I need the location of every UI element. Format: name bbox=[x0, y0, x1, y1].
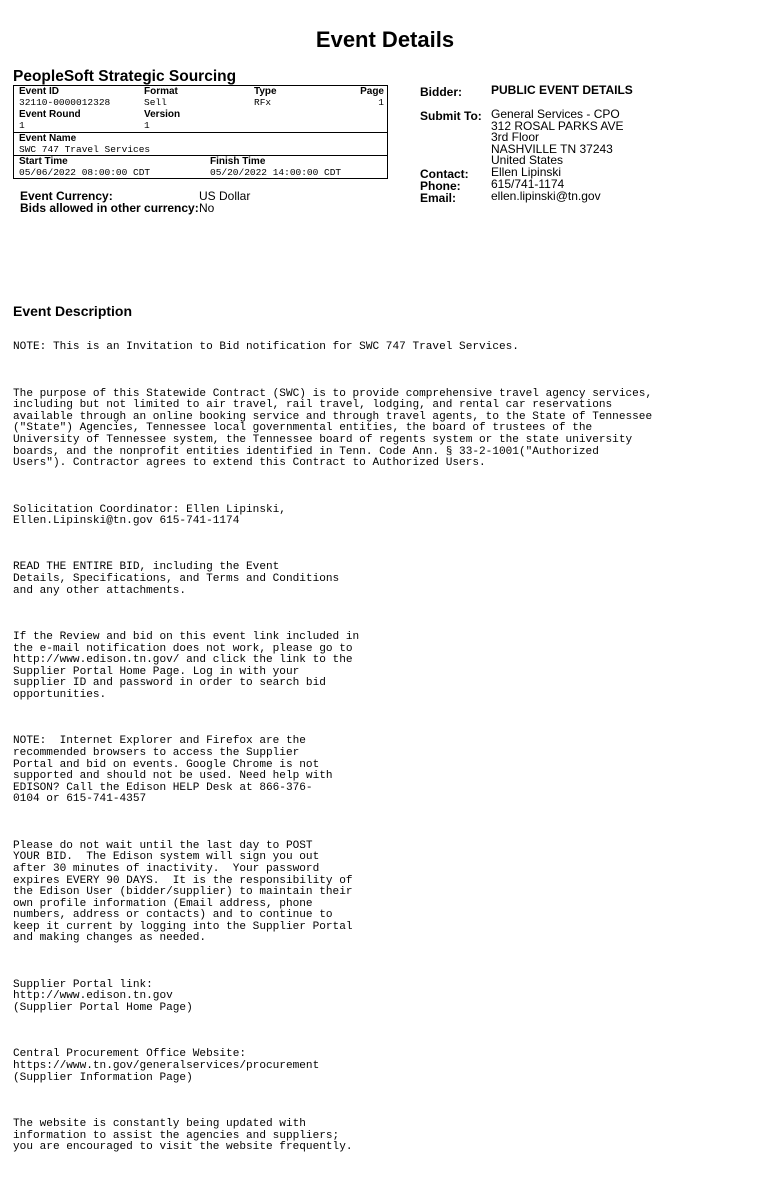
format-value: Sell bbox=[144, 97, 167, 108]
event-round-label: Event Round bbox=[19, 109, 81, 120]
description-paragraph: NOTE: This is an Invitation to Bid notification for SWC 747 Travel Services. bbox=[13, 341, 519, 354]
event-name-value: SWC 747 Travel Services bbox=[19, 144, 151, 155]
email-value: ellen.lipinski@tn.gov bbox=[491, 189, 601, 203]
submit-to-label: Submit To: bbox=[420, 109, 482, 123]
page-label: Page bbox=[360, 86, 384, 97]
contact-label: Contact: bbox=[420, 167, 469, 181]
event-currency-label: Event Currency: bbox=[20, 189, 113, 203]
description-paragraph: NOTE: Internet Explorer and Firefox are the recommended browsers to access the Supplier Portal and bid on events. Google Chrome is not supported and should not be used. Need help with EDISON? Call the Edison HELP Desk at 866-376- 0104 or 615-741-4357 bbox=[13, 735, 333, 806]
event-id-row bbox=[14, 86, 387, 109]
sourcing-heading: PeopleSoft Strategic Sourcing bbox=[13, 68, 237, 85]
event-id-label: Event ID bbox=[19, 86, 60, 97]
address-line: 3rd Floor bbox=[491, 130, 540, 145]
version-label: Version bbox=[144, 109, 181, 120]
event-round-row bbox=[14, 109, 387, 132]
contact-value: Ellen Lipinski bbox=[491, 165, 562, 179]
start-time-label: Start Time bbox=[19, 156, 68, 167]
address-line: 312 ROSAL PARKS AVE bbox=[491, 118, 624, 133]
other-currency-label: Bids allowed in other currency: bbox=[20, 201, 199, 215]
description-paragraph: Solicitation Coordinator: Ellen Lipinski, Ellen.Lipinski@tn.gov 615-741-1174 bbox=[13, 503, 286, 528]
type-value: RFx bbox=[254, 97, 272, 108]
type-label: Type bbox=[254, 86, 277, 97]
address-line: NASHVILLE TN 37243 bbox=[491, 141, 613, 156]
description-paragraph: If the Review and bid on this event link included in the e-mail notification does not work, please go to http://www.edison.tn.gov/ and click the link to the Supplier Portal Home Page. Log in with your supplier ID and password in order to search bid opportunities. bbox=[13, 631, 360, 701]
description-paragraph: READ THE ENTIRE BID, including the Event Details, Specifications, and Terms and Conditions and any other attachments. bbox=[13, 561, 340, 597]
page-title: Event Details bbox=[315, 27, 455, 52]
event-description-heading: Event Description bbox=[13, 303, 133, 319]
phone-value: 615/741-1174 bbox=[491, 177, 565, 191]
submit-to-address bbox=[491, 109, 624, 167]
event-name-row bbox=[14, 132, 387, 155]
other-currency-value: No bbox=[199, 201, 215, 215]
format-label: Format bbox=[144, 86, 178, 97]
event-name-label: Event Name bbox=[19, 133, 77, 144]
finish-time-value: 05/20/2022 14:00:00 CDT bbox=[210, 167, 342, 178]
event-info-table bbox=[13, 85, 388, 179]
event-id-value: 32110-0000012328 bbox=[19, 97, 111, 108]
address-line: United States bbox=[491, 153, 564, 168]
description-paragraph: The purpose of this Statewide Contract (SWC) is to provide comprehensive travel agency services, including but not limited to air travel, rail travel, lodging, and rental car reservations available through an online booking service and through travel agents, to the State of Tennessee ("State") Agencies, Tennessee local governmental entities, the board of trustees of the University of Tennessee system, the Tennessee board of regents system or the state university boards, and the nonprofit entities identified in Tenn. Code Ann. § 33-2-1001("Authorized Users"). Contractor agrees to extend this Contract to Authorized Users. bbox=[13, 387, 653, 470]
start-time-value: 05/06/2022 08:00:00 CDT bbox=[19, 167, 151, 178]
description-paragraph: The website is constantly being updated with information to assist the agencies and suppliers; you are encouraged to visit the website frequently. bbox=[13, 1117, 353, 1154]
time-row bbox=[14, 155, 387, 178]
bidder-value: PUBLIC EVENT DETAILS bbox=[491, 83, 633, 97]
description-paragraph: Supplier Portal link: http://www.edison.tn.gov (Supplier Portal Home Page) bbox=[13, 978, 193, 1015]
event-round-value: 1 bbox=[19, 120, 25, 131]
phone-label: Phone: bbox=[420, 179, 461, 193]
finish-time-label: Finish Time bbox=[210, 156, 266, 167]
email-label: Email: bbox=[420, 191, 457, 205]
address-line: General Services - CPO bbox=[491, 107, 620, 121]
event-description-body bbox=[13, 319, 713, 1177]
event-currency-value: US Dollar bbox=[199, 189, 251, 203]
description-paragraph: Please do not wait until the last day to POST YOUR BID. The Edison system will sign you out after 30 minutes of inactivity. Your password expires EVERY 90 DAYS. It is the responsibility of the Edison User (bidder/supplier) to maintain their own profile information (Email address, phone numbers, address or contacts) and to continue to keep it current by logging into the Supplier Portal and making changes as needed. bbox=[13, 839, 353, 945]
description-paragraph: Central Procurement Office Website: https://www.tn.gov/generalservices/procurement (Supplier Information Page) bbox=[13, 1048, 320, 1084]
page-value: 1 bbox=[378, 97, 384, 108]
version-value: 1 bbox=[144, 120, 150, 131]
bidder-label: Bidder: bbox=[420, 85, 462, 99]
